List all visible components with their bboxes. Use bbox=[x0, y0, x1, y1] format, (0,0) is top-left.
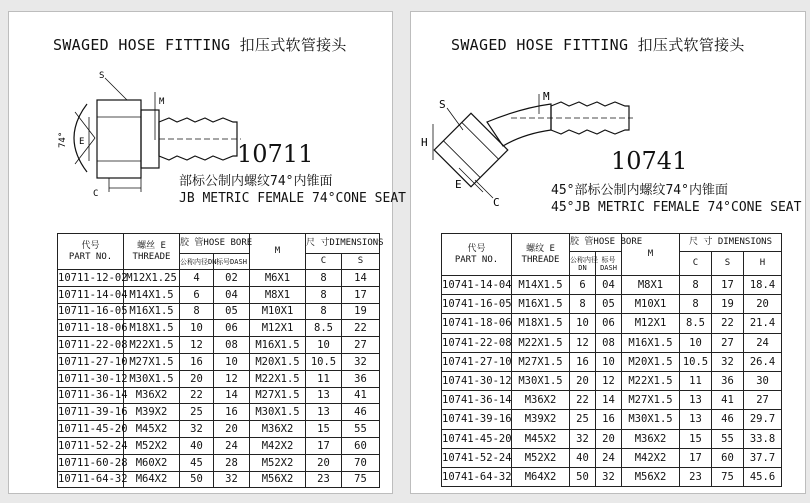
drawing-label-e: E bbox=[455, 178, 462, 191]
header-s: S bbox=[342, 254, 380, 270]
header-dn: 公称内径DN bbox=[180, 254, 214, 270]
table-cell: 23 bbox=[306, 471, 342, 488]
table-cell: 27 bbox=[342, 337, 380, 354]
table-cell: M39X2 bbox=[512, 410, 570, 429]
table-cell: M8X1 bbox=[622, 276, 680, 295]
table-cell: 10711-14-04 bbox=[58, 286, 124, 303]
header-part-no bbox=[58, 234, 124, 270]
header-m: M bbox=[622, 234, 680, 276]
table-cell: M12X1.25 bbox=[124, 270, 180, 287]
table-cell: 10741-64-32 bbox=[442, 467, 512, 486]
table-cell: 22 bbox=[712, 314, 744, 333]
table-cell: 60 bbox=[712, 448, 744, 467]
table-row bbox=[442, 448, 782, 467]
table-cell: 20 bbox=[180, 370, 214, 387]
header-dash-cn: 标号 bbox=[601, 255, 616, 264]
table-cell: M45X2 bbox=[512, 429, 570, 448]
table-cell: 10711-18-06 bbox=[58, 320, 124, 337]
table-cell: 25 bbox=[570, 410, 596, 429]
table-cell: 12 bbox=[596, 371, 622, 390]
table-cell: 32 bbox=[342, 353, 380, 370]
table-cell: 20 bbox=[596, 429, 622, 448]
table-cell: M36X2 bbox=[124, 387, 180, 404]
table-cell: M12X1 bbox=[250, 320, 306, 337]
description-en: 45°JB METRIC FEMALE 74°CONE SEAT bbox=[551, 200, 802, 215]
table-cell: M36X2 bbox=[250, 421, 306, 438]
table-row bbox=[442, 295, 782, 314]
table-cell: 12 bbox=[180, 337, 214, 354]
table-cell: 06 bbox=[596, 314, 622, 333]
table-cell: 8 bbox=[570, 295, 596, 314]
table-cell: 21.4 bbox=[744, 314, 782, 333]
table-cell: 26.4 bbox=[744, 352, 782, 371]
table-cell: M64X2 bbox=[512, 467, 570, 486]
table-row bbox=[58, 437, 380, 454]
table-cell: 17 bbox=[712, 276, 744, 295]
table-cell: 24 bbox=[596, 448, 622, 467]
table-cell: 14 bbox=[214, 387, 250, 404]
table-cell: 10 bbox=[596, 352, 622, 371]
table-cell: 16 bbox=[570, 352, 596, 371]
table-cell: 08 bbox=[596, 333, 622, 352]
header-thread bbox=[124, 234, 180, 270]
drawing-label-c: C bbox=[93, 189, 99, 199]
table-cell: 22 bbox=[180, 387, 214, 404]
table-cell: M20X1.5 bbox=[622, 352, 680, 371]
table-cell: 50 bbox=[180, 471, 214, 488]
header-dimensions: 尺 寸 DIMENSIONS bbox=[680, 234, 782, 252]
table-cell: 14 bbox=[342, 270, 380, 287]
table-cell: 18.4 bbox=[744, 276, 782, 295]
table-cell: 45 bbox=[180, 454, 214, 471]
part-number: 10711 bbox=[237, 140, 314, 168]
table-cell: 10 bbox=[570, 314, 596, 333]
table-cell: 10711-27-10 bbox=[58, 353, 124, 370]
table-cell: 24 bbox=[214, 437, 250, 454]
table-cell: 10741-39-16 bbox=[442, 410, 512, 429]
table-cell: 11 bbox=[306, 370, 342, 387]
table-cell: 04 bbox=[596, 276, 622, 295]
table-cell: 36 bbox=[712, 371, 744, 390]
table-row bbox=[58, 454, 380, 471]
table-cell: M6X1 bbox=[250, 270, 306, 287]
table-cell: M22X1.5 bbox=[250, 370, 306, 387]
header-m: M bbox=[250, 234, 306, 270]
table-cell: 40 bbox=[180, 437, 214, 454]
drawing-label-c: C bbox=[493, 196, 500, 209]
drawing-label-e: E bbox=[79, 137, 85, 147]
table-cell: 10 bbox=[306, 337, 342, 354]
table-cell: 45.6 bbox=[744, 467, 782, 486]
table-cell: 27 bbox=[744, 391, 782, 410]
table-cell: 10711-12-02 bbox=[58, 270, 124, 287]
table-row bbox=[58, 471, 380, 488]
table-cell: 20 bbox=[744, 295, 782, 314]
table-cell: 6 bbox=[570, 276, 596, 295]
table-cell: M30X1.5 bbox=[512, 371, 570, 390]
table-row bbox=[58, 370, 380, 387]
table-cell: M56X2 bbox=[250, 471, 306, 488]
table-cell: 10741-27-10 bbox=[442, 352, 512, 371]
table-cell: 17 bbox=[306, 437, 342, 454]
table-cell: M20X1.5 bbox=[250, 353, 306, 370]
table-cell: 10711-64-32 bbox=[58, 471, 124, 488]
header-dn-cn: 公称内径 bbox=[570, 255, 598, 264]
table-row bbox=[58, 286, 380, 303]
table-cell: M42X2 bbox=[250, 437, 306, 454]
table-cell: 55 bbox=[342, 421, 380, 438]
table-cell: 10 bbox=[214, 353, 250, 370]
table-cell: 27 bbox=[712, 333, 744, 352]
table-cell: 15 bbox=[306, 421, 342, 438]
table-cell: 17 bbox=[680, 448, 712, 467]
table-cell: 13 bbox=[306, 387, 342, 404]
header-dn bbox=[570, 252, 596, 276]
table-cell: 10741-18-06 bbox=[442, 314, 512, 333]
table-row bbox=[58, 270, 380, 287]
table-cell: M16X1.5 bbox=[622, 333, 680, 352]
table-cell: 46 bbox=[342, 404, 380, 421]
header-dash-en: DASH bbox=[600, 263, 617, 272]
table-row bbox=[442, 410, 782, 429]
table-cell: 12 bbox=[570, 333, 596, 352]
table-cell: 8 bbox=[306, 303, 342, 320]
table-cell: 10711-45-20 bbox=[58, 421, 124, 438]
spec-table bbox=[57, 233, 384, 488]
table-cell: 10741-30-12 bbox=[442, 371, 512, 390]
table-cell: 10.5 bbox=[680, 352, 712, 371]
table-cell: 10741-16-05 bbox=[442, 295, 512, 314]
table-cell: M27X1.5 bbox=[512, 352, 570, 371]
table-row bbox=[58, 353, 380, 370]
table-cell: 75 bbox=[342, 471, 380, 488]
table-cell: 20 bbox=[214, 421, 250, 438]
table-cell: 30 bbox=[744, 371, 782, 390]
header-thread-en: THREADE bbox=[521, 254, 560, 265]
table-cell: 19 bbox=[342, 303, 380, 320]
table-cell: 50 bbox=[570, 467, 596, 486]
table-row bbox=[442, 391, 782, 410]
header-c: C bbox=[680, 252, 712, 276]
table-cell: 8.5 bbox=[306, 320, 342, 337]
table-cell: 16 bbox=[596, 410, 622, 429]
table-cell: 10711-16-05 bbox=[58, 303, 124, 320]
header-s: S bbox=[712, 252, 744, 276]
table-cell: M22X1.5 bbox=[622, 371, 680, 390]
table-cell: M18X1.5 bbox=[124, 320, 180, 337]
header-thread-cn: 螺丝 E bbox=[137, 240, 166, 251]
table-cell: 17 bbox=[342, 286, 380, 303]
table-cell: 33.8 bbox=[744, 429, 782, 448]
table-cell: 32 bbox=[180, 421, 214, 438]
table-row bbox=[442, 371, 782, 390]
table-cell: M22X1.5 bbox=[512, 333, 570, 352]
table-cell: 22 bbox=[342, 320, 380, 337]
table-cell: M56X2 bbox=[622, 467, 680, 486]
table-cell: 70 bbox=[342, 454, 380, 471]
header-thread-en: THREADE bbox=[132, 251, 171, 262]
table-cell: 14 bbox=[596, 391, 622, 410]
table-cell: 41 bbox=[342, 387, 380, 404]
table-cell: 32 bbox=[596, 467, 622, 486]
table-cell: 6 bbox=[180, 286, 214, 303]
table-cell: 10711-36-14 bbox=[58, 387, 124, 404]
table-cell: 75 bbox=[712, 467, 744, 486]
table-cell: M18X1.5 bbox=[512, 314, 570, 333]
table-cell: M10X1 bbox=[622, 295, 680, 314]
table-cell: 40 bbox=[570, 448, 596, 467]
table-cell: 60 bbox=[342, 437, 380, 454]
table-cell: 06 bbox=[214, 320, 250, 337]
table-cell: M14X1.5 bbox=[124, 286, 180, 303]
table-cell: 10 bbox=[180, 320, 214, 337]
header-dimensions: 尺 寸DIMENSIONS bbox=[306, 234, 380, 254]
drawing-label-s: S bbox=[439, 98, 446, 111]
table-cell: M16X1.5 bbox=[512, 295, 570, 314]
table-cell: M52X2 bbox=[512, 448, 570, 467]
header-code-cn: 代号 bbox=[467, 243, 486, 254]
table-cell: M10X1 bbox=[250, 303, 306, 320]
table-cell: M36X2 bbox=[512, 391, 570, 410]
table-cell: 8 bbox=[680, 276, 712, 295]
table-cell: 22 bbox=[570, 391, 596, 410]
table-row bbox=[58, 320, 380, 337]
table-cell: 10711-60-28 bbox=[58, 454, 124, 471]
table-cell: 10711-39-16 bbox=[58, 404, 124, 421]
fitting-description bbox=[179, 173, 406, 207]
table-row bbox=[58, 421, 380, 438]
drawing-label-angle: 74° bbox=[58, 131, 68, 148]
table-cell: M30X1.5 bbox=[250, 404, 306, 421]
spec-panel-10711 bbox=[8, 11, 406, 494]
table-cell: M39X2 bbox=[124, 404, 180, 421]
table-cell: 24 bbox=[744, 333, 782, 352]
table-cell: 13 bbox=[680, 391, 712, 410]
table-cell: 10711-52-24 bbox=[58, 437, 124, 454]
spec-panel-10741 bbox=[410, 11, 806, 494]
table-cell: 4 bbox=[180, 270, 214, 287]
table-cell: 41 bbox=[712, 391, 744, 410]
header-hose-bore: 胶 管HOSE BORE bbox=[570, 234, 622, 252]
table-cell: 29.7 bbox=[744, 410, 782, 429]
table-cell: M64X2 bbox=[124, 471, 180, 488]
table-cell: M16X1.5 bbox=[124, 303, 180, 320]
table-row bbox=[58, 337, 380, 354]
table-cell: 10741-52-24 bbox=[442, 448, 512, 467]
table-cell: 8 bbox=[306, 286, 342, 303]
table-row bbox=[442, 429, 782, 448]
fitting-description bbox=[551, 182, 801, 216]
table-cell: 37.7 bbox=[744, 448, 782, 467]
header-dash: 标号DASH bbox=[214, 254, 250, 270]
table-cell: 13 bbox=[306, 404, 342, 421]
table-cell: M36X2 bbox=[622, 429, 680, 448]
drawing-label-m: M bbox=[543, 90, 550, 103]
table-cell: M12X1 bbox=[622, 314, 680, 333]
table-cell: 04 bbox=[214, 286, 250, 303]
table-cell: 8 bbox=[180, 303, 214, 320]
table-cell: M27X1.5 bbox=[622, 391, 680, 410]
table-cell: 02 bbox=[214, 270, 250, 287]
table-cell: 23 bbox=[680, 467, 712, 486]
table-cell: 36 bbox=[342, 370, 380, 387]
table-cell: 10711-30-12 bbox=[58, 370, 124, 387]
table-row bbox=[442, 352, 782, 371]
description-cn: 部标公制内螺纹74°内锥面 bbox=[179, 174, 333, 189]
table-cell: 32 bbox=[214, 471, 250, 488]
table-cell: 16 bbox=[180, 353, 214, 370]
table-cell: M42X2 bbox=[622, 448, 680, 467]
header-part-no bbox=[442, 234, 512, 276]
header-dash bbox=[596, 252, 622, 276]
panel-title: SWAGED HOSE FITTING 扣压式软管接头 bbox=[53, 36, 347, 54]
table-cell: 11 bbox=[680, 371, 712, 390]
table-cell: M52X2 bbox=[124, 437, 180, 454]
table-cell: M14X1.5 bbox=[512, 276, 570, 295]
table-cell: M8X1 bbox=[250, 286, 306, 303]
table-cell: 10741-22-08 bbox=[442, 333, 512, 352]
table-cell: 55 bbox=[712, 429, 744, 448]
table-cell: 20 bbox=[306, 454, 342, 471]
table-cell: 16 bbox=[214, 404, 250, 421]
table-cell: 19 bbox=[712, 295, 744, 314]
table-cell: 08 bbox=[214, 337, 250, 354]
table-row bbox=[442, 333, 782, 352]
table-cell: 12 bbox=[214, 370, 250, 387]
description-en: JB METRIC FEMALE 74°CONE SEAT bbox=[179, 191, 406, 206]
header-code-en: PART NO. bbox=[68, 251, 113, 262]
table-row bbox=[442, 276, 782, 295]
table-cell: 25 bbox=[180, 404, 214, 421]
table-cell: 10741-45-20 bbox=[442, 429, 512, 448]
table-cell: 46 bbox=[712, 410, 744, 429]
table-cell: 8.5 bbox=[680, 314, 712, 333]
table-row bbox=[58, 387, 380, 404]
table-cell: M22X1.5 bbox=[124, 337, 180, 354]
table-cell: 05 bbox=[214, 303, 250, 320]
table-cell: 10.5 bbox=[306, 353, 342, 370]
drawing-label-m: M bbox=[159, 97, 165, 107]
table-cell: 15 bbox=[680, 429, 712, 448]
table-cell: M16X1.5 bbox=[250, 337, 306, 354]
table-cell: M27X1.5 bbox=[250, 387, 306, 404]
header-code-cn: 代号 bbox=[81, 240, 100, 251]
table-cell: M60X2 bbox=[124, 454, 180, 471]
table-cell: M27X1.5 bbox=[124, 353, 180, 370]
table-row bbox=[58, 303, 380, 320]
table-cell: M52X2 bbox=[250, 454, 306, 471]
spec-table bbox=[441, 233, 782, 487]
table-cell: M30X1.5 bbox=[124, 370, 180, 387]
table-cell: 13 bbox=[680, 410, 712, 429]
table-cell: M30X1.5 bbox=[622, 410, 680, 429]
header-hose-bore: 胶 管HOSE BORE bbox=[180, 234, 250, 254]
header-h: H bbox=[744, 252, 782, 276]
table-cell: 10741-14-04 bbox=[442, 276, 512, 295]
table-cell: 10 bbox=[680, 333, 712, 352]
header-thread-cn: 螺纹 E bbox=[526, 243, 555, 254]
header-thread bbox=[512, 234, 570, 276]
table-cell: 05 bbox=[596, 295, 622, 314]
table-cell: 20 bbox=[570, 371, 596, 390]
table-cell: 32 bbox=[570, 429, 596, 448]
header-dn-en: DN bbox=[578, 263, 587, 272]
table-row bbox=[58, 404, 380, 421]
panel-title: SWAGED HOSE FITTING 扣压式软管接头 bbox=[451, 36, 745, 54]
table-cell: 32 bbox=[712, 352, 744, 371]
drawing-label-s: S bbox=[99, 71, 105, 81]
drawing-label-h: H bbox=[421, 136, 428, 149]
header-c: C bbox=[306, 254, 342, 270]
table-cell: 10711-22-08 bbox=[58, 337, 124, 354]
table-cell: 10741-36-14 bbox=[442, 391, 512, 410]
table-cell: 8 bbox=[306, 270, 342, 287]
part-number: 10741 bbox=[611, 147, 688, 175]
table-row bbox=[442, 314, 782, 333]
header-code-en: PART NO. bbox=[454, 254, 499, 265]
table-row bbox=[442, 467, 782, 486]
description-cn: 45°部标公制内螺纹74°内锥面 bbox=[551, 183, 728, 198]
table-cell: M45X2 bbox=[124, 421, 180, 438]
table-cell: 28 bbox=[214, 454, 250, 471]
table-cell: 8 bbox=[680, 295, 712, 314]
